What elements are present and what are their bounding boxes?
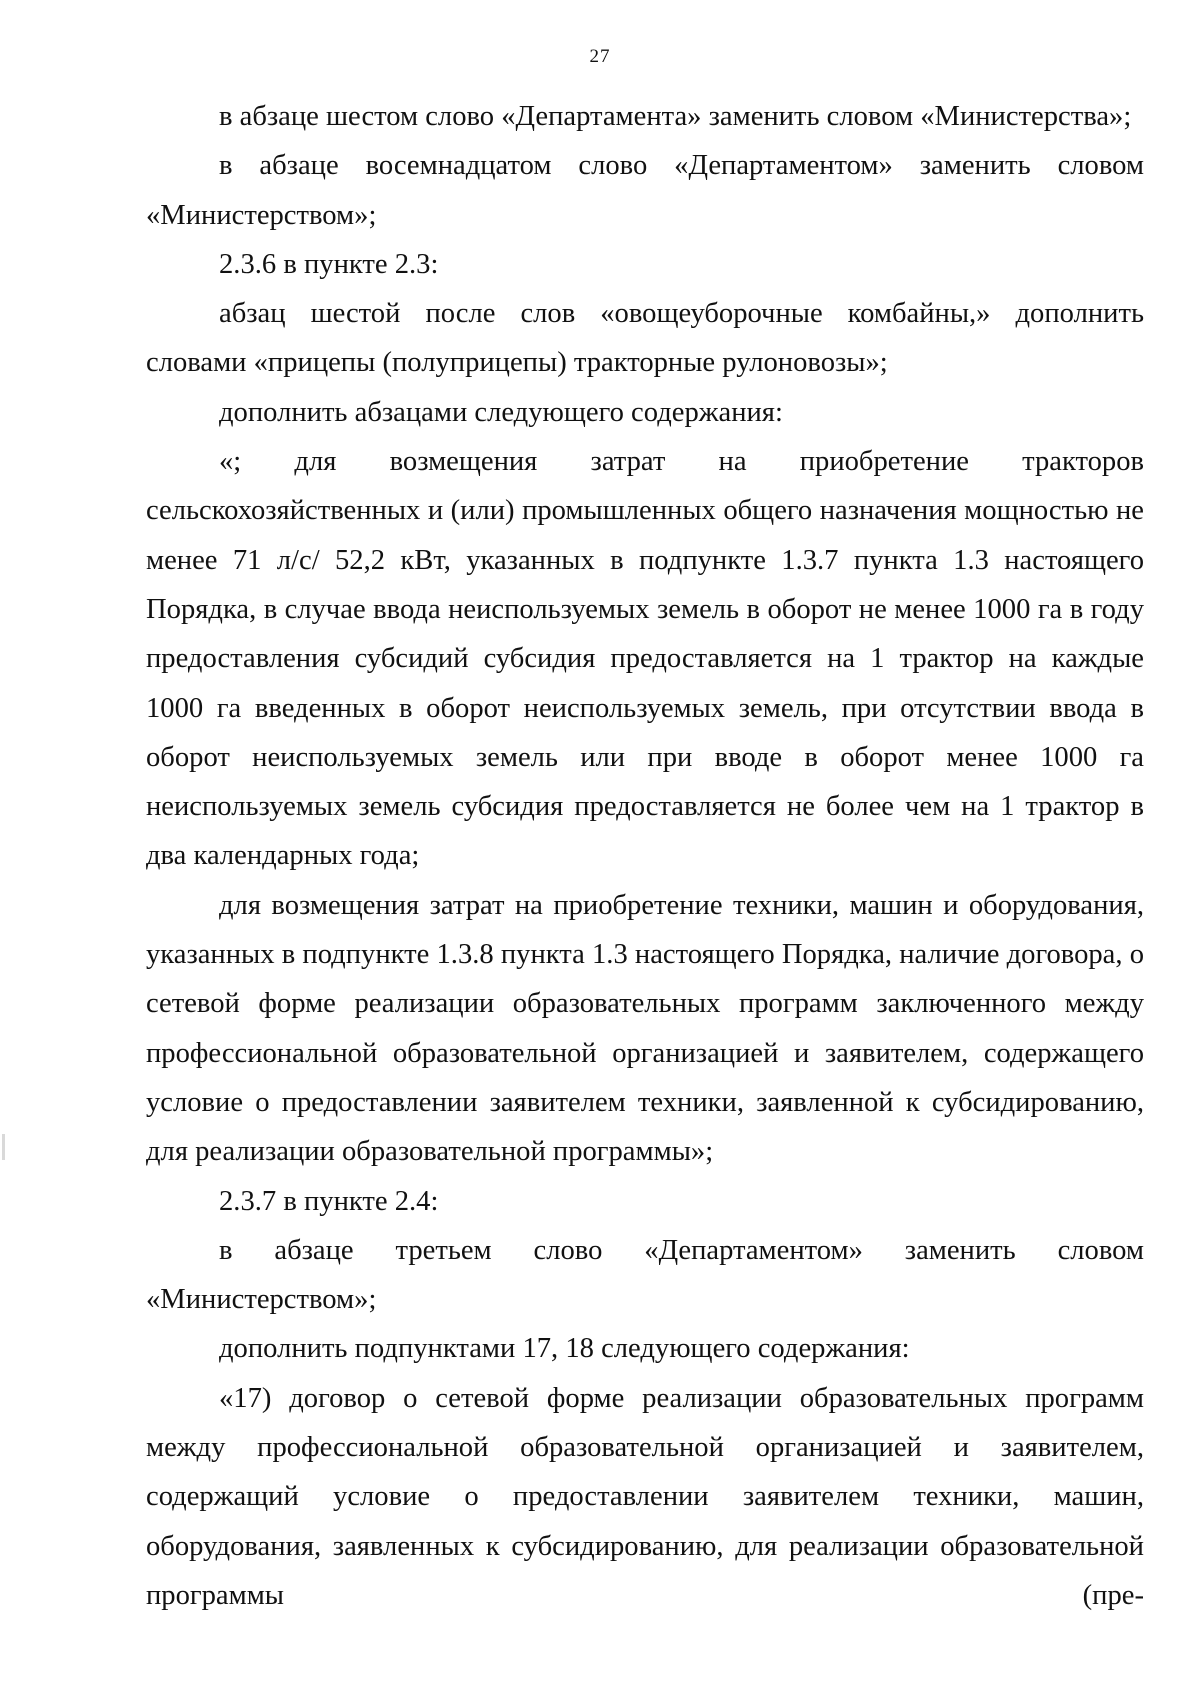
paragraph-replace-departamentom-3: в абзаце третьем слово «Департаментом» заменить словом «Министерством»; bbox=[146, 1234, 1144, 1316]
paragraph-add-words-rulonovozy: абзац шестой после слов «овощеуборочные комбайны,» дополнить словами «прицепы (полуприцепы) тракторные рулоновозы»; bbox=[146, 298, 1144, 379]
page-number: 27 bbox=[589, 46, 611, 67]
paragraph-item-2-3-7: 2.3.7 в пункте 2.4: bbox=[219, 1185, 439, 1217]
paragraph-tractor-subsidy: «; для возмещения затрат на приобретение тракторов сельскохозяйственных и (или) промышленных общего назначения мощностью не менее 71 л/с/ 52,2 кВт, указанных в подпункте 1.3.7 пункта 1.3 настоящего Порядка, в случае ввода неиспользуемых земель в оборот не менее 1000 га в году предоставления субсидий субсидия предоставляется на 1 трактор на каждые 1000 га введенных в оборот неиспользуемых земель, при отсутствии ввода в оборот неиспользуемых земель или при вводе в оборот менее 1000 га неиспользуемых земель субсидия предоставляется не более чем на 1 трактор в два календарных года; bbox=[146, 446, 1144, 872]
paragraph-add-paragraphs-intro: дополнить абзацами следующего содержания: bbox=[219, 396, 783, 428]
document-body bbox=[146, 92, 1144, 1620]
paragraph-item-2-3-6: 2.3.6 в пункте 2.3: bbox=[219, 248, 439, 280]
paragraph-equipment-subsidy: для возмещения затрат на приобретение техники, машин и оборудования, указанных в подпункте 1.3.8 пункта 1.3 настоящего Порядка, наличие договора, о сетевой форме реализации образовательных программ заключенного между профессиональной образовательной организацией и заявителем, содержащего условие о предоставлении заявителем техники, заявленной к субсидированию, для реализации образовательной программы»; bbox=[146, 889, 1144, 1168]
paragraph-subitem-17: «17) договор о сетевой форме реализации образовательных программ между профессиональной образовательной организацией и заявителем, содержащий условие о предоставлении заявителем техники, машин, оборудования, заявленных к субсидированию, для реализации образовательной программы (пре- bbox=[146, 1382, 1144, 1611]
paragraph-add-subitems-17-18: дополнить подпунктами 17, 18 следующего содержания: bbox=[219, 1333, 910, 1365]
paragraph-replace-departamenta: в абзаце шестом слово «Департамента» заменить словом «Министерства»; bbox=[219, 101, 1132, 132]
scan-edge-mark bbox=[2, 1134, 5, 1160]
paragraph-replace-departamentom-18: в абзаце восемнадцатом слово «Департаментом» заменить словом «Министерством»; bbox=[146, 150, 1144, 231]
